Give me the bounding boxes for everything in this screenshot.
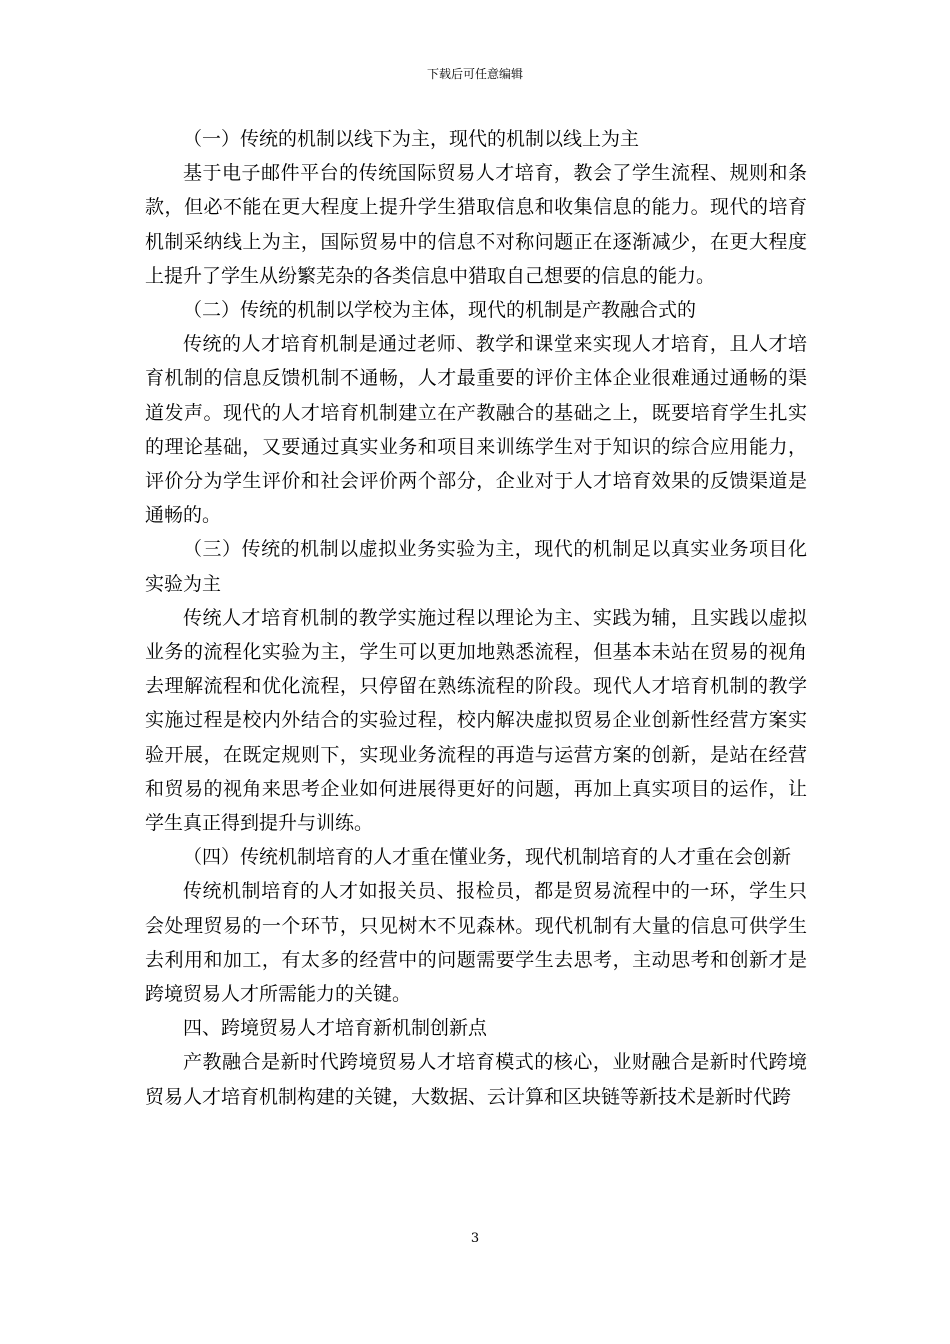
chapter-heading: 四、跨境贸易人才培育新机制创新点: [183, 1017, 488, 1040]
paragraph-3: 传统人才培育机制的教学实施过程以理论为主、实践为辅，且实践以虚拟业务的流程化实验为主，学生可以更加地熟悉流程，但基本未站在贸易的视角去理解流程和优化流程，只停留在熟练流程的阶段。现代人才培育机制的教学实施过程是校内外结合的实验过程，校内解决虚拟贸易企业创新性经营方案实验开展，在既定规则下，实现业务流程的再造与运营方案的创新，是站在经营和贸易的视角来思考企业如何进展得更好的问题，再加上真实项目的运作，让学生真正得到提升与训练。: [145, 606, 807, 835]
paragraph-4: 传统机制培育的人才如报关员、报检员，都是贸易流程中的一环，学生只会处理贸易的一个环节，只见树木不见森林。现代机制有大量的信息可供学生去利用和加工，有太多的经营中的问题需要学生去思考，主动思考和创新才是跨境贸易人才所需能力的关键。: [145, 880, 807, 1006]
paragraph-5: 产教融合是新时代跨境贸易人才培育模式的核心，业财融合是新时代跨境贸易人才培育机制构建的关键，大数据、云计算和区块链等新技术是新时代跨: [145, 1051, 807, 1108]
body-text: [145, 122, 807, 1114]
section-heading-2: （二）传统的机制以学校为主体，现代的机制是产教融合式的: [183, 299, 697, 322]
paragraph-1: 基于电子邮件平台的传统国际贸易人才培育，教会了学生流程、规则和条款，但必不能在更大程度上提升学生猎取信息和收集信息的能力。现代的培育机制采纳线上为主，国际贸易中的信息不对称问题正在逐渐减少，在更大程度上提升了学生从纷繁芜杂的各类信息中猎取自己想要的信息的能力。: [145, 162, 807, 287]
section-heading-1: （一）传统的机制以线下为主，现代的机制以线上为主: [183, 128, 640, 150]
page-header: 下载后可任意编辑: [426, 67, 523, 81]
paragraph-2: 传统的人才培育机制是通过老师、教学和课堂来实现人才培育，且人才培育机制的信息反馈机制不通畅，人才最重要的评价主体企业很难通过通畅的渠道发声。现代的人才培育机制建立在产教融合的基础之上，既要培育学生扎实的理论基础，又要通过真实业务和项目来训练学生对于知识的综合应用能力，评价分为学生评价和社会评价两个部分，企业对于人才培育效果的反馈渠道是通畅的。: [145, 333, 807, 527]
section-heading-3: （三）传统的机制以虚拟业务实验为主，现代的机制足以真实业务项目化实验为主: [145, 538, 807, 595]
page-number: 3: [470, 1231, 480, 1246]
section-heading-4: （四）传统机制培育的人才重在懂业务，现代机制培育的人才重在会创新: [183, 846, 792, 869]
